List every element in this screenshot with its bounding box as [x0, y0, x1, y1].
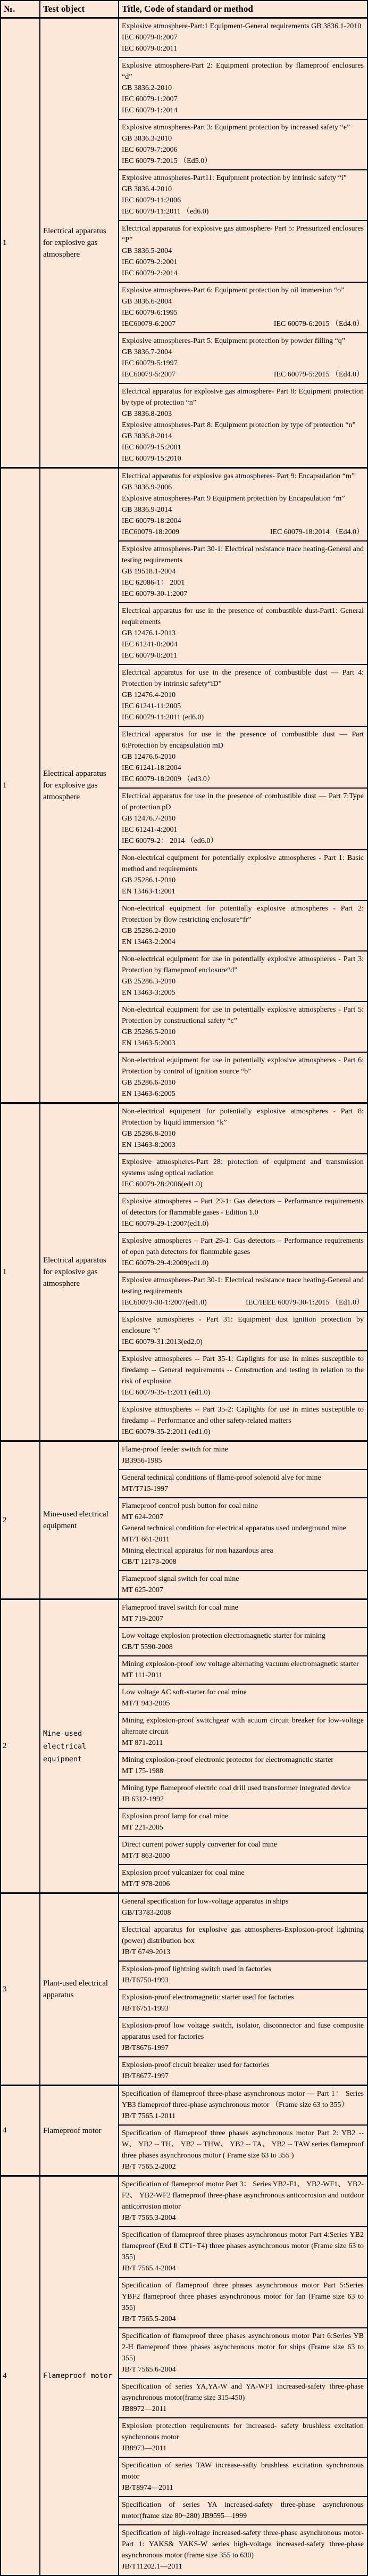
- standard-code: JB/T 7565.3-2004: [122, 2214, 176, 2222]
- standard-code: GB/T3783-2008: [122, 1909, 171, 1917]
- standard-code: IEC 60079-5:2015 （Ed4.0）: [273, 371, 364, 379]
- standard-code: MT/T 978-2006: [122, 1880, 170, 1888]
- standard-code: JB3956-1985: [122, 1457, 162, 1465]
- standard-code: IEC 60079-18:2009 （ed3.0）: [122, 775, 214, 783]
- standard-code: GB 3836.3-2010: [122, 135, 172, 143]
- standard-entry: [119, 283, 367, 333]
- standard-code: EN 13463-6:2005: [122, 1090, 175, 1098]
- standard-title: Explosive atmospheres - Part 31: Equipment dust ignition protection by enclosure "t": [122, 1316, 364, 1335]
- title-code-cell: [118, 1442, 367, 1598]
- test-object-label: Mine-used electrical equipment: [43, 1510, 108, 1530]
- standard-title: Explosive atmosphere-Part:1 Equipment-General requirements GB 3836.1-2010: [122, 22, 362, 30]
- standard-title: Explosion proof vulcanizer for coal mine: [122, 1869, 245, 1877]
- standard-title: Specification of series YA increased-safety three-phase asynchronous motor(frame size 80~280) JB9595—1999: [122, 2501, 364, 2520]
- test-object-cell: [39, 1600, 118, 1892]
- standard-code: IEC 60079-7:2006: [122, 146, 178, 154]
- table-row: [1, 1102, 367, 1440]
- standard-title: Low voltage AC soft-starter for coal mine: [122, 1688, 247, 1696]
- standard-code: GB 3836.9-2006: [122, 483, 172, 491]
- standard-title: Explosion-proof circuit breaker used for factories: [122, 2061, 270, 2069]
- table-row: [1, 1892, 367, 2085]
- standard-code: IEC 60079-31:2013(ed2.0): [122, 1338, 203, 1346]
- table-row: [1, 2085, 367, 2175]
- standard-code: JB/T6751-1993: [122, 2005, 169, 2013]
- standard-title: Non-electrical equipment for potentially explosive atmospheres - Part 2: Protection by flow restricting enclosure“fr”: [122, 905, 364, 924]
- standard-entry: [119, 1053, 367, 1102]
- standard-code: MT/T 661-2011: [122, 1536, 170, 1544]
- standard-code: IEC 60079-29-1:2007(ed1.0): [122, 1220, 209, 1228]
- test-object-cell: [39, 1104, 118, 1440]
- standard-code: GB 19518.1-2004: [122, 568, 176, 576]
- standard-code: IEC60079-6:2007: [122, 320, 176, 328]
- standard-code: JB/T11202.1—2011: [122, 2563, 182, 2571]
- test-object-label: Plant-used electrical apparatus: [43, 1979, 108, 1999]
- standard-code: JB 6312-1992: [122, 1795, 164, 1803]
- header-no: №.: [4, 4, 15, 14]
- standard-code: IEC 61241-11:2005: [122, 702, 181, 710]
- standard-code: IEC 60079-29-4:2009(ed1.0): [122, 1259, 209, 1267]
- standard-title: Explosive atmosphere-Part 2: Equipment protection by flameproof enclosures “d”: [122, 62, 364, 81]
- standard-title: Flameproof control push button for coal mine: [122, 1502, 258, 1510]
- standard-title: Specification of flameproof three phases asynchronous motor Part 5:Series YBF2 flameproof three phases asynchronous motor for fan (Frame size 63 to 355): [122, 2282, 364, 2312]
- standard-code: JB/T 7565.4-2004: [122, 2265, 176, 2273]
- standard-entry: [119, 1233, 367, 1273]
- standard-entry: [119, 2057, 367, 2085]
- title-code-cell: [118, 469, 367, 1102]
- header-title-code: Title, Code of standard or method: [118, 1, 367, 17]
- row-number: 1: [3, 238, 7, 247]
- standard-code: GB/T 5590-2008: [122, 1643, 173, 1651]
- test-object-label: Electrical apparatus for explosive gas atmosphere: [43, 1256, 106, 1288]
- title-code-cell: [118, 1104, 367, 1440]
- standard-code: IEC 60079-15:2001: [122, 444, 181, 452]
- standard-entry: [119, 951, 367, 1002]
- standard-title: Explosive atmospheres-Part 8: Equipment protection by type of protection “n”: [122, 421, 356, 429]
- standard-code: MT 624-2007: [122, 1513, 163, 1521]
- standard-code: JB/T 6749-2013: [122, 1948, 171, 1956]
- standard-code: IEC 60079-11:2011 (ed6.0): [122, 713, 204, 721]
- standard-code: MT/T 943-2005: [122, 1700, 170, 1708]
- standard-entry: [119, 603, 367, 665]
- standard-title: Explosion-proof lightning switch used in factories: [122, 1965, 272, 1973]
- standard-code: GB 25286.8-2010: [122, 1130, 176, 1138]
- standard-title: Explosion protection requirements for increased- safety brushless excitation synchronous motor: [122, 2422, 364, 2441]
- standard-title: Specification of flameproof three-phase asynchronous motor — Part 1： Series YB3 flameproof three-phase asynchronous motor （Frame size 63 to 355）: [122, 2090, 364, 2109]
- standard-entry: [119, 1752, 367, 1781]
- row-number: 2: [3, 1742, 7, 1750]
- title-code-cell: [118, 2086, 367, 2175]
- table-row: [1, 1598, 367, 1892]
- standard-code: IEC 60079-0:2011: [122, 652, 178, 660]
- standard-entry: [119, 727, 367, 789]
- table-row: [1, 2175, 367, 2575]
- standard-title: Explosive atmospheres -- Part 35-1: Caplights for use in mines susceptible to firedamp -- General requirements -- Construction and testing in relation to the risk of explosion: [122, 1355, 364, 1385]
- standard-entry: [119, 1713, 367, 1752]
- standard-code: IEC 60079-2： 2014 （ed6.0）: [122, 837, 218, 845]
- standard-code: GB 12476.4-2010: [122, 691, 176, 699]
- standard-code: IEC 60079-5:1997: [122, 359, 178, 367]
- standard-entry: [119, 1990, 367, 2018]
- standard-code: IEC 60079-0:2011: [122, 45, 178, 53]
- standard-entry: [119, 789, 367, 850]
- standard-title: Mining explosion-proof switchgear with acuum circuit breaker for low-voltage alternate circuit: [122, 1717, 364, 1736]
- standard-code: MT 111-2011: [122, 1671, 163, 1679]
- standard-title: Electrical apparatus for explosive gas atmospheres- Part 9: Encapsulation “m”: [122, 472, 355, 480]
- test-object-label: Electrical apparatus for explosive gas atmosphere: [43, 769, 106, 801]
- standard-title: Mining type flameproof electric coal drill used transformer integrated device: [122, 1784, 351, 1792]
- standard-code: MT 175-1988: [122, 1767, 163, 1775]
- standard-entry: [119, 1498, 367, 1571]
- standard-code: GB 12476.6-2010: [122, 753, 176, 761]
- standard-entry: [119, 2418, 367, 2458]
- standard-entry: [119, 2379, 367, 2418]
- standard-title: Electrical apparatus for use in the presence of combustible dust — Part 4: Protection by intrinsic safety“iD”: [122, 669, 364, 688]
- standard-code: IEC 60079-15:2010: [122, 455, 181, 463]
- standard-code: IEC 61241-0:2004: [122, 641, 178, 649]
- standard-entry: [119, 2458, 367, 2497]
- standard-title: Explosive atmospheres-Part 9 Equipment protection by Encapsulation “m”: [122, 495, 345, 503]
- standard-title: Electrical apparatus for explosive gas atmosphere- Part 5: Pressurized enclosures “P”: [122, 225, 364, 244]
- standard-title: Specification of series TAW increase-safty brushless excitation synchronous motor: [122, 2462, 364, 2481]
- standard-code: MT/T 863-2000: [122, 1852, 170, 1860]
- standard-code: GB 12476.1-2013: [122, 629, 176, 637]
- standard-entry: [119, 1154, 367, 1194]
- standard-code: IEC 61241-4:2001: [122, 826, 178, 834]
- standard-title: Electrical apparatus for explosive gas atmosphere- Part 8: Equipment protection by type of protection “n”: [122, 388, 364, 407]
- standard-entry: [119, 1002, 367, 1053]
- standard-code: IEC 60079-28:2006(ed1.0): [122, 1180, 203, 1188]
- standard-code-pair: [122, 369, 364, 380]
- standard-title: Specification of high-voltage increased-safety three-phase asynchronous motor-Part 1: YAKS& YAKS-W series high-voltage increased-safety three-phase asynchronous motor (frame size 355 to 630): [122, 2529, 364, 2559]
- header-test-object: Test object: [39, 1, 118, 17]
- standard-title: Mining explosion-proof low voltage alternating vacuum electromagnetic starter: [122, 1660, 359, 1668]
- standard-title: Explosive atmospheres -- Part 35-2: Caplights for use in mines susceptible to firedamp -- Performance and other safety-related matters: [122, 1406, 364, 1425]
- standard-code: IEC 60079-1:2014: [122, 106, 178, 114]
- standard-entry: [119, 1628, 367, 1656]
- standard-code: IEC 60079-18:2014 （Ed4.0）: [270, 528, 364, 536]
- standard-entry: [119, 2086, 367, 2126]
- standard-code: IEC 60079-6:1995: [122, 309, 178, 317]
- standard-title: Low voltage explosion protection electromagnetic starter for mining: [122, 1632, 325, 1640]
- standard-code: MT 719-2007: [122, 1615, 163, 1623]
- row-number: 4: [3, 2126, 7, 2135]
- standard-title: Direct current power supply converter for coal mine: [122, 1841, 277, 1849]
- standard-code: IEC 60079-35-1:2011 (ed1.0): [122, 1389, 211, 1397]
- standard-entry: [119, 2126, 367, 2175]
- standard-entry: [119, 1685, 367, 1713]
- standard-entry: [119, 1962, 367, 1990]
- row-number: 1: [3, 781, 7, 790]
- standard-title: Flameproof signal switch for coal mine: [122, 1575, 239, 1583]
- standard-code: IEC 60079-11:2006: [122, 196, 181, 204]
- standard-title: General technical conditions of flame-proof solenoid alve for mine: [122, 1474, 321, 1482]
- standard-code: IEC 60079-1:2007: [122, 95, 178, 103]
- standard-code: JB/T 7565.5-2004: [122, 2315, 176, 2323]
- standard-code: JB/T 7565.6-2004: [122, 2366, 176, 2374]
- standard-code: MT/T715-1997: [122, 1485, 169, 1493]
- standard-entry: [119, 1273, 367, 1312]
- standard-title: Explosive atmospheres-Part 28: protection of equipment and transmission systems using optical radiation: [122, 1158, 364, 1177]
- table-row: [1, 19, 367, 467]
- standard-entry: [119, 1442, 367, 1470]
- standard-code: IEC 60079-0:2007: [122, 34, 178, 42]
- standard-code: JB8972—2011: [122, 2405, 167, 2413]
- standard-title: Explosive atmospheres – Part 29-1: Gas detectors – Performance requirements of detectors for flammable gases - Edition 1.0: [122, 1197, 364, 1217]
- standard-title: Non-electrical equipment for potentially explosive atmospheres - Part 8: Protection by liquid immersion “k”: [122, 1107, 364, 1127]
- standard-title: Electrical apparatus for use in the presence of combustible dust-Part1: General requirements: [122, 607, 364, 626]
- table-header-row: [1, 1, 367, 19]
- standard-code: IEC 61241-18:2004: [122, 764, 181, 772]
- row-number: 3: [3, 1984, 7, 1993]
- standard-entry: [119, 2018, 367, 2057]
- standard-code: GB 25286.6-2010: [122, 1079, 176, 1087]
- standard-code: GB 3836.9-2014: [122, 506, 172, 514]
- standard-title: Non-electrical equipment for use in potentially explosive atmospheres - Part 3: Protection by flameproof enclosure“d”: [122, 955, 364, 974]
- standard-code: EN 13463-5:2003: [122, 1039, 175, 1047]
- standard-code: IEC 60079-2:2014: [122, 269, 178, 277]
- standard-code-pair: [122, 318, 364, 330]
- standard-code: JB/T8676-1997: [122, 2044, 169, 2052]
- test-object-cell: [39, 1442, 118, 1598]
- standard-entry: [119, 2177, 367, 2227]
- test-object-cell: [39, 469, 118, 1102]
- standard-entry: [119, 1865, 367, 1892]
- standard-entry: [119, 1922, 367, 1962]
- standard-code: EN 13463-2:2004: [122, 938, 175, 946]
- standard-entry: [119, 542, 367, 603]
- row-number: 4: [3, 2371, 7, 2380]
- standard-code: MT 871-2011: [122, 1739, 163, 1747]
- table-row: [1, 1440, 367, 1598]
- standard-code: GB 3836.5-2004: [122, 247, 172, 255]
- standard-code: GB 25286.3-2010: [122, 978, 176, 986]
- test-object-label: Flameproof motor: [43, 2126, 102, 2135]
- standard-title: Non-electrical equipment for use in potentially explosive atmospheres - Part 6: Protection by control of ignition source “b”: [122, 1056, 364, 1076]
- standard-code: IEC 60079-35-2:2011 (ed1.0): [122, 1428, 211, 1436]
- standard-entry: [119, 1809, 367, 1837]
- standard-code: EN 13463-1:2001: [122, 888, 175, 896]
- standard-entry: [119, 120, 367, 170]
- standard-title: Mining explosion-proof electronic protector for electromagnetic starter: [122, 1756, 334, 1764]
- standard-code: IEC 60079-6:2015 （Ed4.0）: [273, 320, 364, 328]
- standard-entry: [119, 221, 367, 283]
- standard-entry: [119, 1837, 367, 1865]
- standard-title: Specification of flameproof three phases asynchronous motor Part 4:Series YB2 flameproof (Exd Ⅱ CT1~T4) three phases asynchronous motor (Frame size 63 to 355): [122, 2231, 364, 2261]
- standard-code: JB/T 7565.1-2011: [122, 2112, 176, 2120]
- standard-title: Flameproof travel switch for coal mine: [122, 1604, 238, 1612]
- standard-entry: [119, 1571, 367, 1598]
- standard-code: GB 25286.1-2010: [122, 876, 176, 884]
- standard-title: Explosive atmospheres-Part 30-1: Electrical resistance trace heating-General and testing requirements: [122, 1276, 364, 1295]
- standard-title: Electrical apparatus for use in the presence of combustible dust — Part 6:Protection by encapsulation mD: [122, 731, 364, 750]
- title-code-cell: [118, 19, 367, 467]
- standard-title: Specification of series YA,YA-W and YA-WF1 increased-safety three-phase asynchronous motor(frame size 315-450): [122, 2383, 364, 2402]
- standard-code: JB/T8677-1997: [122, 2072, 169, 2080]
- standard-entry: [119, 469, 367, 542]
- standard-entry: [119, 1781, 367, 1809]
- standard-entry: [119, 2328, 367, 2379]
- standard-code: GB/T 12173-2008: [122, 1558, 177, 1566]
- test-object-cell: [39, 19, 118, 467]
- standard-code: EN 13463-8:2003: [122, 1141, 175, 1149]
- standard-code: IEC 60079-2:2001: [122, 258, 178, 266]
- test-object-label: Flameproof motor: [43, 2372, 113, 2380]
- standard-entry: [119, 384, 367, 467]
- standard-code: GB 3836.8-2014: [122, 432, 172, 440]
- standard-entry: [119, 1312, 367, 1351]
- table-body: [1, 19, 367, 2575]
- standard-code: JB/T6750-1993: [122, 1976, 169, 1984]
- standard-code: IEC60079-30-1:2007(ed1.0): [122, 1299, 207, 1307]
- test-object-cell: [39, 1894, 118, 2085]
- standard-code: GB 3836.4-2010: [122, 185, 172, 193]
- standard-code: GB 12476.7-2010: [122, 815, 176, 823]
- standard-title: Explosive atmospheres-Part 6: Equipment protection by oil immersion “o”: [122, 286, 345, 294]
- standard-title: Explosion proof lamp for coal mine: [122, 1812, 229, 1820]
- standard-code: GB 25286.2-2010: [122, 927, 176, 935]
- standard-code: IEC/IEEE 60079-30-1:2015 （Ed1.0）: [245, 1299, 364, 1307]
- standard-code-pair: [122, 527, 364, 538]
- test-object-cell: [39, 2177, 118, 2575]
- row-number: 2: [3, 1515, 7, 1524]
- standard-title: Explosive atmospheres-Part11: Equipment protection by intrinsic safety “i”: [122, 174, 347, 182]
- standard-title: Non-electrical equipment for potentially explosive atmospheres - Part 1: Basic method and requirements: [122, 854, 364, 873]
- title-code-cell: [118, 1894, 367, 2085]
- standard-title: Explosive atmospheres-Part 5: Equipment protection by powder filling “q”: [122, 337, 345, 345]
- standard-code: GB 3836.7-2004: [122, 348, 172, 356]
- standard-title: Non-electrical equipment for use in potentially explosive atmospheres - Part 5: Protection by constructional safety “c”: [122, 1006, 364, 1025]
- standard-entry: [119, 1600, 367, 1628]
- standard-title: Electrical apparatus for use in the presence of combustible dust — Part 7:Type of protection pD: [122, 792, 364, 811]
- standard-title: Specification of flameproof motor Part 3： Series YB2-F1、 YB2-WF1、 YB2-F2、 YB2-WF2 flameproof three-phase asynchronous anticorrosion and outdoor anticorrosion motor: [122, 2180, 364, 2211]
- standard-code: IEC 60079-11:2011 （ed6.0): [122, 208, 209, 216]
- standard-entry: [119, 170, 367, 221]
- standard-code: JB/T 7565.2-2002: [122, 2163, 176, 2171]
- standard-entry: [119, 2525, 367, 2575]
- standard-title: Explosion-proof electromagnetic starter used for factories: [122, 1993, 294, 2001]
- standard-code: IEC 62086-1： 2001: [122, 579, 185, 587]
- standard-code: IEC60079-18:2009: [122, 528, 180, 536]
- standard-entry: [119, 58, 367, 120]
- standard-entry: [119, 19, 367, 58]
- standard-code: IEC 60079-7:2015 （Ed5.0）: [122, 157, 212, 165]
- standard-entry: [119, 2497, 367, 2525]
- standard-code: JB8973—2011: [122, 2444, 167, 2452]
- standard-entry: [119, 2227, 367, 2278]
- standard-entry: [119, 1656, 367, 1685]
- standard-entry: [119, 1470, 367, 1498]
- standard-code: GB 3836.2-2010: [122, 84, 172, 92]
- standard-title: Mining electrical apparatus for non hazardous area: [122, 1547, 273, 1555]
- test-object-label: Electrical apparatus for explosive gas atmosphere: [43, 227, 106, 259]
- standard-title: Flame-proof feeder switch for mine: [122, 1446, 228, 1454]
- standard-entry: [119, 1104, 367, 1154]
- test-object-cell: [39, 2086, 118, 2175]
- standard-entry: [119, 333, 367, 384]
- standard-code: IEC 60079-30-1:2007: [122, 590, 188, 598]
- standard-title: Explosion-proof low voltage switch, isolator, disconnector and fuse composite apparatus used for factories: [122, 2022, 364, 2041]
- standard-title: Specification of flameproof three phases asynchronous motor Part 2: YB2 -- W、 YB2 -- TH、 YB2 -- THW、 YB2 -- TA、 YB2 -- TAW series flameproof three phases asynchronous motor ( Frame size 63 to 355 ): [122, 2129, 364, 2160]
- standard-entry: [119, 1894, 367, 1922]
- title-code-cell: [118, 1600, 367, 1892]
- standard-title: Electrical apparatus for explosive gas atmospheres-Explosion-proof lightning (power) distribution box: [122, 1926, 364, 1945]
- standard-title: Explosive atmospheres – Part 29-1: Gas detectors – Performance requirements of open path detectors for flammable gases: [122, 1237, 364, 1256]
- standard-title: General specification for low-voltage apparatus in ships: [122, 1898, 289, 1906]
- standard-entry: [119, 1351, 367, 1402]
- standard-entry: [119, 1402, 367, 1440]
- test-object-label: Mine-used electrical equipment: [43, 1729, 87, 1763]
- standard-code: MT 625-2007: [122, 1586, 163, 1594]
- standard-code: GB 25286.5-2010: [122, 1028, 176, 1036]
- standard-code-pair: [122, 1297, 364, 1308]
- standard-code: IEC 60079-18:2004: [122, 517, 181, 525]
- title-code-cell: [118, 2177, 367, 2575]
- row-number: 1: [3, 1267, 7, 1276]
- standard-code: GB 3836.6-2004: [122, 298, 172, 306]
- standard-entry: [119, 2278, 367, 2328]
- standard-entry: [119, 850, 367, 901]
- standard-code: GB 3836.8-2003: [122, 410, 172, 418]
- standard-title: Explosive atmospheres-Part 30-1: Electrical resistance trace heating-General and testing requirements: [122, 545, 364, 564]
- standard-entry: [119, 665, 367, 727]
- standard-code: EN 13463-3:2005: [122, 989, 175, 997]
- standard-title: General technical condition for electrical apparatus used underground mine: [122, 1524, 346, 1532]
- standard-title: Specification of flameproof three phases asynchronous motor Part 6:Series YB 2-H flameproof three phases asynchronous motor for ships (Frame size 63 to 355): [122, 2332, 364, 2362]
- standard-title: Explosive atmospheres-Part 3: Equipment protection by increased safety “e”: [122, 124, 350, 132]
- standard-entry: [119, 1194, 367, 1233]
- standard-entry: [119, 901, 367, 951]
- table-row: [1, 467, 367, 1102]
- standard-code: MT 221-2005: [122, 1824, 163, 1832]
- standard-code: IEC60079-5:2007: [122, 371, 176, 379]
- standard-code: JB/T8974—2011: [122, 2484, 173, 2492]
